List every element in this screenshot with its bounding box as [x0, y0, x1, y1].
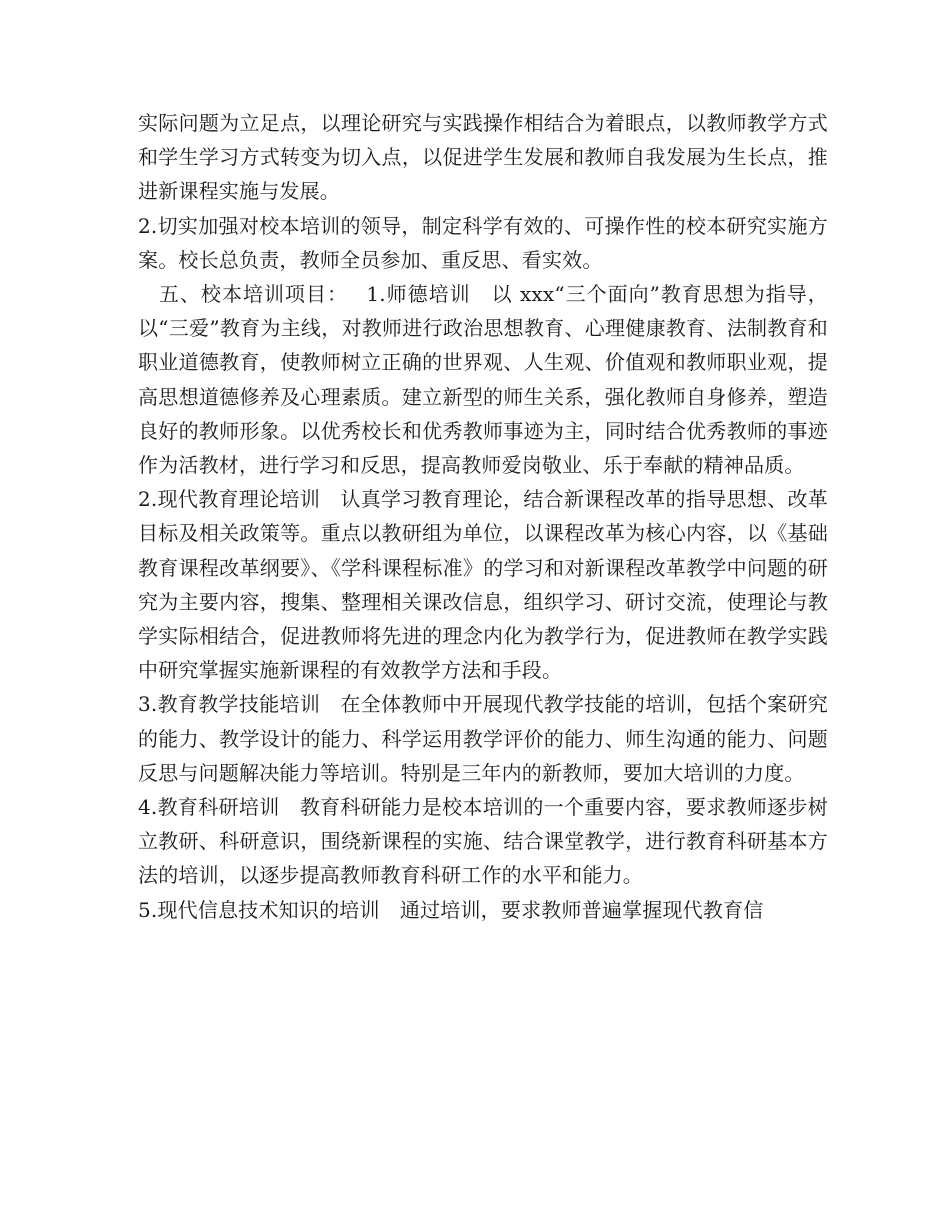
- paragraph-3: 五、校本培训项目： 1.师德培训 以 xxx“三个面向”教育思想为指导，以“三爱”教育为主线，对教师进行政治思想教育、心理健康教育、法制教育和职业道德教育，使教师树立正确的世界观、人生观、价值观和教师职业观，提高思想道德修养及心理素质。建立新型的师生关系，强化教师自身修养，塑造良好的教师形象。以优秀校长和优秀教师事迹为主，同时结合优秀教师的事迹作为活教材，进行学习和反思，提高教师爱岗敬业、乐于奉献的精神品质。: [138, 282, 828, 478]
- paragraph-4: 2.现代教育理论培训 认真学习教育理论，结合新课程改革的指导思想、改革目标及相关政策等。重点以教研组为单位，以课程改革为核心内容，以《基础教育课程改革纲要》、《学科课程标准》的学习和对新课程改革教学中问题的研究为主要内容，搜集、整理相关课改信息，组织学习、研讨交流，使理论与教学实际相结合，促进教师将先进的理念内化为教学行为，促进教师在教学实践中研究掌握实施新课程的有效教学方法和手段。: [138, 487, 828, 683]
- paragraph-6: 4.教育科研培训 教育科研能力是校本培训的一个重要内容，要求教师逐步树立教研、科研意识，围绕新课程的实施、结合课堂教学，进行教育科研基本方法的培训，以逐步提高教师教育科研工作的水平和能力。: [138, 795, 828, 888]
- document-body: [138, 106, 828, 927]
- paragraph-2: 2.切实加强对校本培训的领导，制定科学有效的、可操作性的校本研究实施方案。校长总负责，教师全员参加、重反思、看实效。: [138, 213, 828, 272]
- paragraph-7: 5.现代信息技术知识的培训 通过培训，要求教师普遍掌握现代教育信: [138, 897, 764, 922]
- paragraph-5: 3.教育教学技能培训 在全体教师中开展现代教学技能的培训，包括个案研究的能力、教学设计的能力、科学运用教学评价的能力、师生沟通的能力、问题反思与问题解决能力等培训。特别是三年内的新教师，要加大培训的力度。: [138, 692, 828, 785]
- paragraph-1: 实际问题为立足点，以理论研究与实践操作相结合为着眼点，以教师教学方式和学生学习方式转变为切入点，以促进学生发展和教师自我发展为生长点，推进新课程实施与发展。: [138, 111, 828, 204]
